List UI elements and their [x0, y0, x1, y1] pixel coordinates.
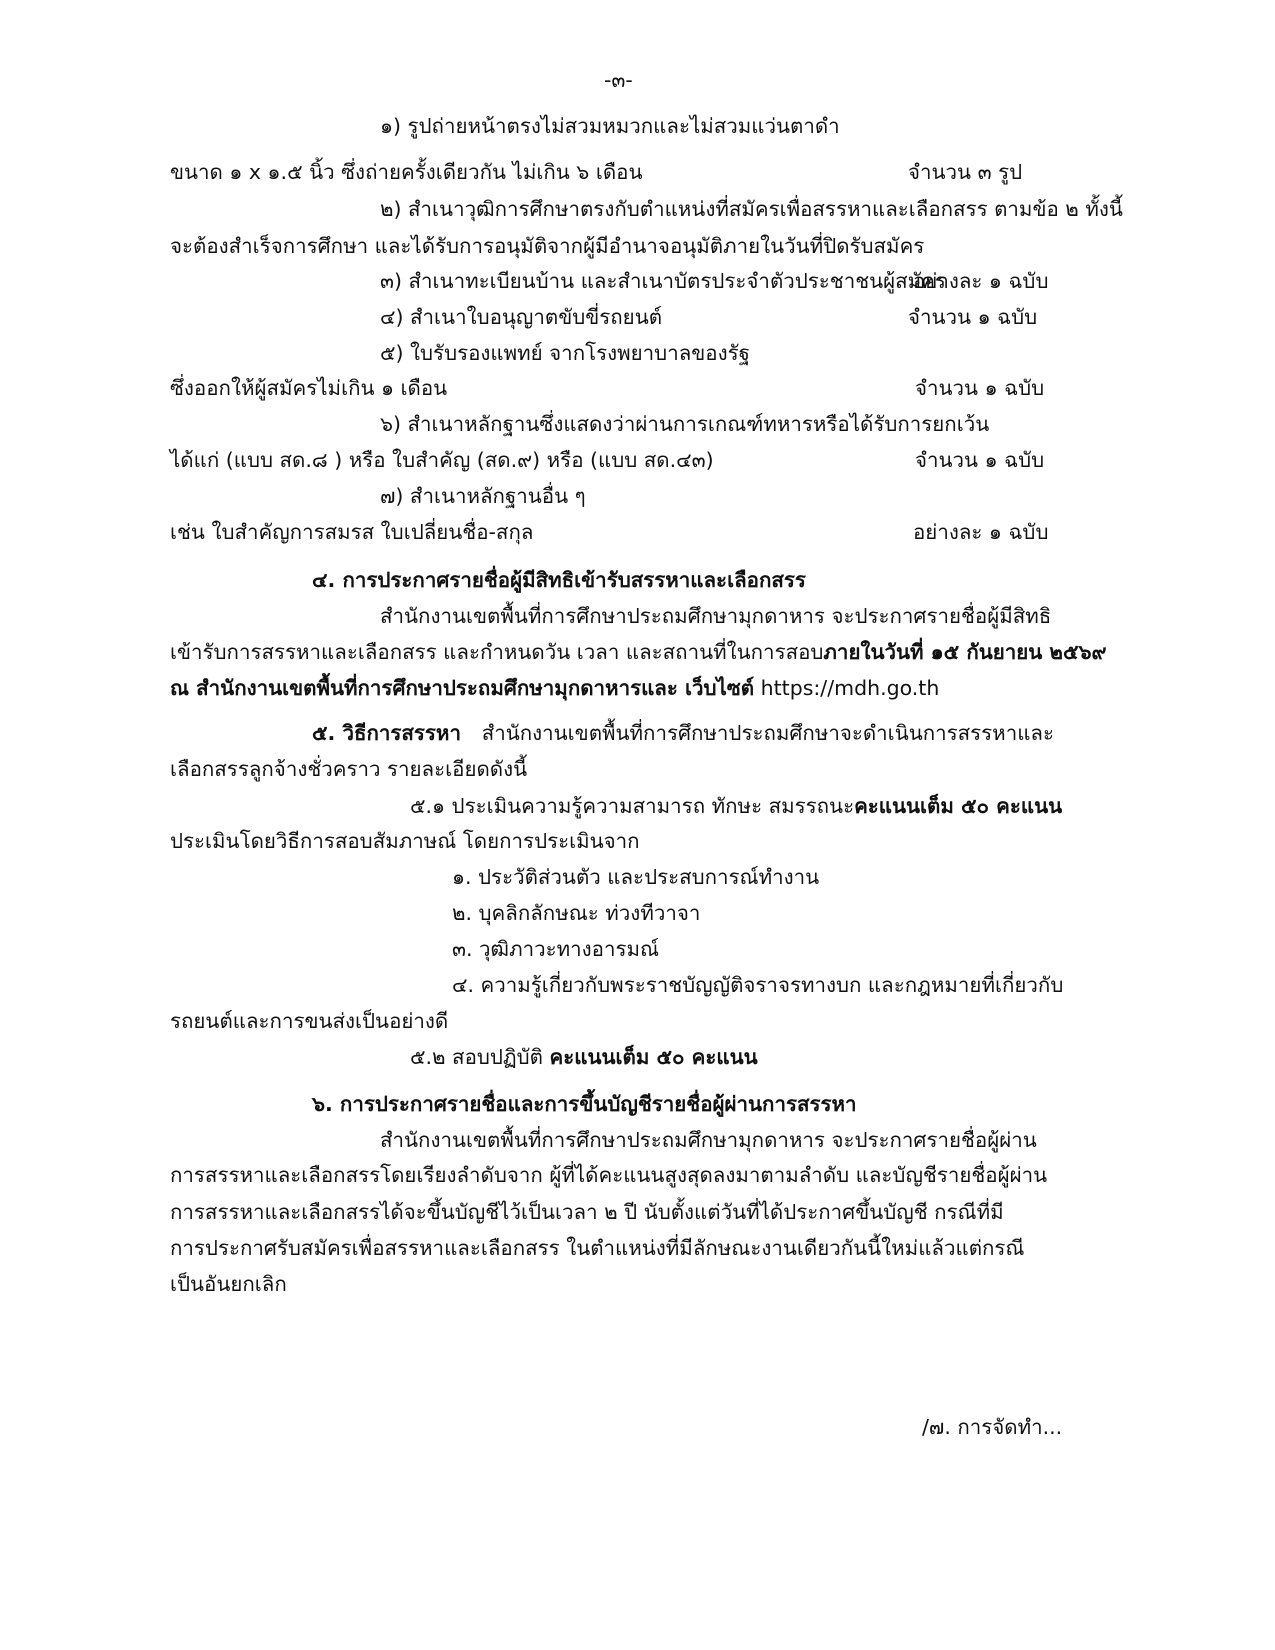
section-5-heading: ๕. วิธีการสรรหา — [312, 721, 461, 745]
item-6-quantity: จำนวน ๑ ฉบับ — [915, 448, 1045, 472]
section-6-heading: ๖. การประกาศรายชื่อและการขึ้นบัญชีรายชื่อผู้ผ่านการสรรหา — [312, 1092, 857, 1116]
item-6-line-1: ๖) สำเนาหลักฐานซึ่งแสดงว่าผ่านการเกณฑ์ทหารหรือได้รับการยกเว้น — [380, 412, 990, 436]
section-6-paragraph-line-3: การสรรหาและเลือกสรรได้จะขึ้นบัญชีไว้เป็นเวลา ๒ ปี นับตั้งแต่วันที่ได้ประกาศขึ้นบัญชี กรณีที่มี — [170, 1200, 1004, 1224]
section-6-paragraph-line-2: การสรรหาและเลือกสรรโดยเรียงลำดับจาก ผู้ที่ได้คะแนนสูงสุดลงมาตามลำดับ และบัญชีรายชื่อผู้ผ่าน — [170, 1163, 1048, 1187]
section-4-location: ณ สำนักงานเขตพื้นที่การศึกษาประถมศึกษามุกดาหารและ เว็บไซต์ — [170, 676, 755, 700]
section-5-2-score: คะแนนเต็ม ๕๐ คะแนน — [549, 1045, 758, 1069]
item-1-line-2: ขนาด ๑ x ๑.๕ นิ้ว ซึ่งถ่ายครั้งเดียวกัน ไม่เกิน ๖ เดือน — [170, 160, 643, 184]
section-4-heading: ๔. การประกาศรายชื่อผู้มีสิทธิเข้ารับสรรหาและเลือกสรร — [312, 568, 806, 592]
section-4-line-2-text: เข้ารับการสรรหาและเลือกสรร และกำหนดวัน เวลา และสถานที่ในการสอบ — [170, 640, 824, 664]
page-number: -๓- — [604, 68, 633, 92]
item-5-line-1: ๕) ใบรับรองแพทย์ จากโรงพยาบาลของรัฐ — [380, 341, 750, 365]
section-6-paragraph-line-4: การประกาศรับสมัครเพื่อสรรหาและเลือกสรร ในตำแหน่งที่มีลักษณะงานเดียวกันนี้ใหม่แล้วแต่กรณี — [170, 1236, 1025, 1260]
section-5-1-line-2: ประเมินโดยวิธีการสอบสัมภาษณ์ โดยการประเมินจาก — [170, 829, 640, 853]
section-5-line-2: เลือกสรรลูกจ้างชั่วคราว รายละเอียดดังนี้ — [170, 757, 528, 781]
section-5-1-line — [410, 792, 1063, 820]
item-7-quantity: อย่างละ ๑ ฉบับ — [913, 520, 1049, 544]
item-4-line-1: ๔) สำเนาใบอนุญาตขับขี่รถยนต์ — [380, 305, 663, 329]
section-4-paragraph-line-3 — [170, 674, 939, 702]
item-4-quantity: จำนวน ๑ ฉบับ — [908, 305, 1038, 329]
criteria-2: ๒. บุคลิกลักษณะ ท่วงทีวาจา — [452, 901, 701, 925]
item-7-line-2: เช่น ใบสำคัญการสมรส ใบเปลี่ยนชื่อ-สกุล — [170, 520, 534, 544]
section-5-1-text: ๕.๑ ประเมินความรู้ความสามารถ ทักษะ สมรรถนะ — [410, 794, 855, 818]
item-7-line-1: ๗) สำเนาหลักฐานอื่น ๆ — [380, 484, 586, 508]
item-3-quantity: อย่างละ ๑ ฉบับ — [913, 269, 1049, 293]
continuation-marker: /๗. การจัดทำ... — [922, 1415, 1063, 1439]
section-6-paragraph-line-5: เป็นอันยกเลิก — [170, 1272, 287, 1296]
item-3-line-1: ๓) สำเนาทะเบียนบ้าน และสำเนาบัตรประจำตัวประชาชนผู้สมัคร — [380, 269, 946, 293]
item-2-line-2: จะต้องสำเร็จการศึกษา และได้รับการอนุมัติจากผู้มีอำนาจอนุมัติภายในวันที่ปิดรับสมัคร — [170, 234, 925, 258]
section-4-website-link[interactable]: https://mdh.go.th — [760, 676, 940, 700]
section-5-2-line — [410, 1043, 758, 1071]
item-2-line-1: ๒) สำเนาวุฒิการศึกษาตรงกับตำแหน่งที่สมัครเพื่อสรรหาและเลือกสรร ตามข้อ ๒ ทั้งนี้ — [380, 197, 1123, 221]
item-5-quantity: จำนวน ๑ ฉบับ — [915, 376, 1045, 400]
criteria-4-line-1: ๔. ความรู้เกี่ยวกับพระราชบัญญัติจราจรทางบก และกฎหมายที่เกี่ยวกับ — [452, 973, 1064, 997]
item-6-line-2: ได้แก่ (แบบ สด.๘ ) หรือ ใบสำคัญ (สด.๙) หรือ (แบบ สด.๔๓) — [170, 448, 714, 472]
section-6-paragraph-line-1: สำนักงานเขตพื้นที่การศึกษาประถมศึกษามุกดาหาร จะประกาศรายชื่อผู้ผ่าน — [380, 1128, 1037, 1152]
item-1-line-1: ๑) รูปถ่ายหน้าตรงไม่สวมหมวกและไม่สวมแว่นตาดำ — [380, 114, 840, 138]
item-1-quantity: จำนวน ๓ รูป — [908, 160, 1023, 184]
section-4-paragraph-line-1: สำนักงานเขตพื้นที่การศึกษาประถมศึกษามุกดาหาร จะประกาศรายชื่อผู้มีสิทธิ — [380, 604, 1052, 628]
item-5-line-2: ซึ่งออกให้ผู้สมัครไม่เกิน ๑ เดือน — [170, 376, 448, 400]
section-4-paragraph-line-2 — [170, 638, 1107, 666]
section-5-line-1-text: สำนักงานเขตพื้นที่การศึกษาประถมศึกษาจะดำเนินการสรรหาและ — [481, 721, 1054, 745]
criteria-1: ๑. ประวัติส่วนตัว และประสบการณ์ทำงาน — [452, 865, 820, 889]
section-5-2-text: ๕.๒ สอบปฏิบัติ — [410, 1045, 543, 1069]
criteria-4-line-2: รถยนต์และการขนส่งเป็นอย่างดี — [170, 1009, 449, 1033]
section-5-1-score: คะแนนเต็ม ๕๐ คะแนน — [854, 794, 1063, 818]
criteria-3: ๓. วุฒิภาวะทางอารมณ์ — [452, 937, 660, 961]
section-4-deadline: ภายในวันที่ ๑๕ กันยายน ๒๕๖๙ — [823, 640, 1107, 664]
section-5-line-1 — [312, 719, 1054, 747]
